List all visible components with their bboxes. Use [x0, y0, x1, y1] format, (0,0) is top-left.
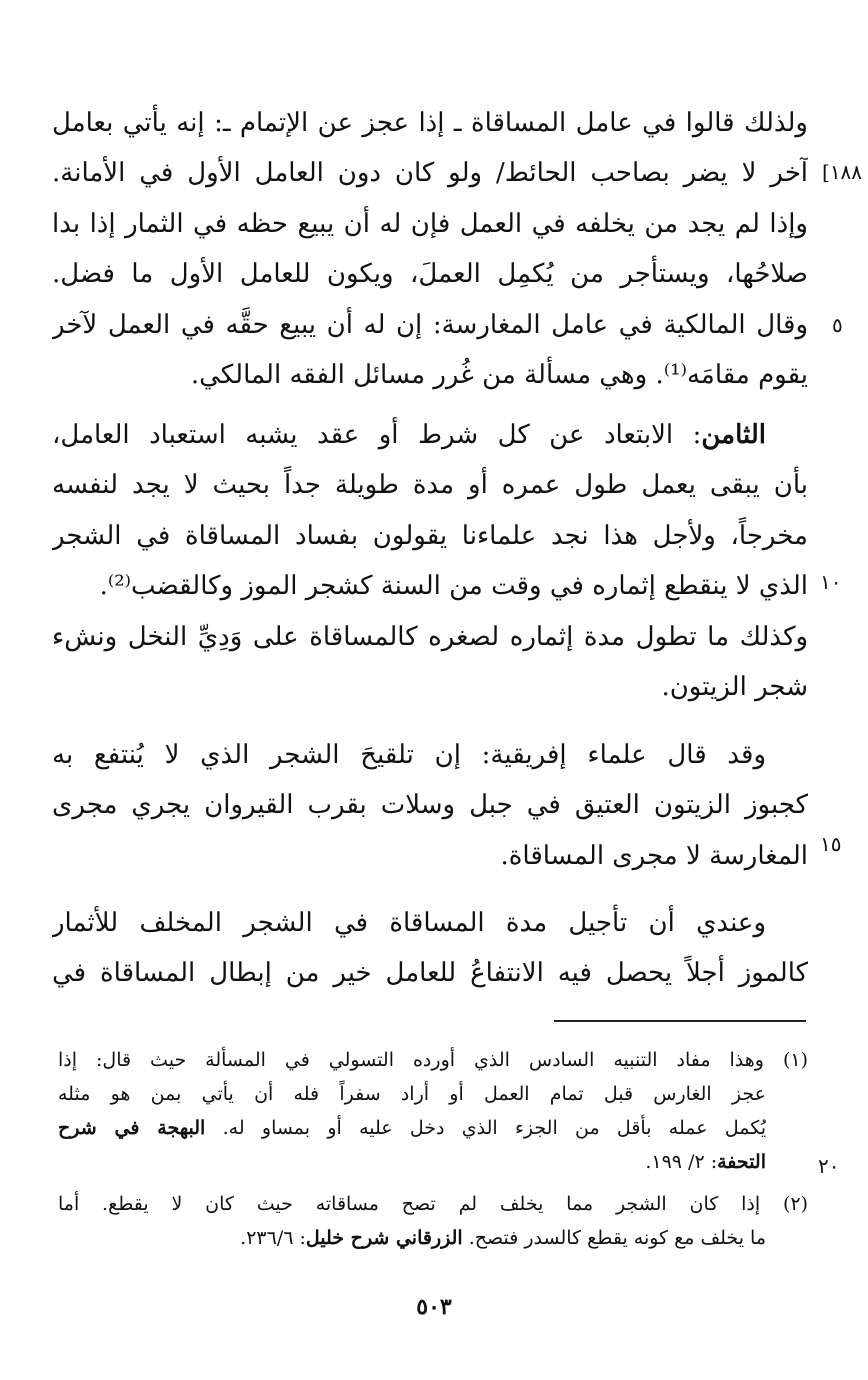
margin-line-number-10: ١٠ [820, 570, 842, 594]
margin-line-number-20: ٢٠ [818, 1154, 840, 1178]
text-line: شجر الزيتون. [661, 671, 808, 702]
footnote-1-source-end: التحفة [717, 1151, 766, 1173]
text-line: كالموز أجلاً يحصل فيه الانتفاعُ للعامل خير من إبطال المساقاة في [52, 958, 808, 989]
text-line: ولذلك قالوا في عامل المساقاة ـ إذا عجز عن الإتمام ـ: إنه يأتي بعامل [52, 108, 808, 138]
footnote-1-line [58, 1111, 808, 1145]
text-run: ما يخلف مع كونه يقطع كالسدر فتصح. [468, 1227, 766, 1249]
page-number: ٥٠٣ [416, 1294, 452, 1320]
text-line: وقد قال علماء إفريقية: إن تلقيحَ الشجر الذي لا يُنتفع به [52, 740, 766, 770]
margin-page-reference: [١٨٨ [822, 160, 863, 184]
paragraph-3 [52, 730, 808, 881]
text-run: : الابتعاد عن كل شرط أو عقد يشبه استعباد العامل، [52, 420, 702, 450]
margin-line-number-15: ١٥ [820, 832, 842, 856]
footnote-1-line [58, 1145, 808, 1179]
text-line: وإذا لم يجد من يخلفه في العمل فإن له أن يبيع حظه في الثمار إذا بدا [52, 208, 808, 239]
text-line: مخرجاً، ولأجل هذا نجد علماءنا يقولون بفساد المساقاة في الشجر [52, 520, 808, 551]
footnote-1-line: (١) وهذا مفاد التنبيه السادس الذي أورده التسولي في المسألة حيث قال: إذا [58, 1049, 808, 1071]
text-line: يقوم مقامَه⁽¹⁾. وهي مسألة من غُرر مسائل الفقه المالكي. [190, 359, 808, 390]
footnote-2-reference: : ٢٣٦/٦. [240, 1227, 306, 1249]
text-run: يُكمل عمله بأقل من الجزء الذي دخل عليه أو بمساو له. [222, 1117, 766, 1139]
footnote-2-line [58, 1221, 808, 1255]
paragraph-2 [52, 410, 808, 712]
text-line: وعندي أن تأجيل مدة المساقاة في الشجر المخلف للأثمار [52, 908, 766, 938]
text-line: وقال المالكية في عامل المغارسة: إن له أن يبيع حقَّه في العمل لآخر [52, 309, 808, 340]
footnote-2-source: الزرقاني شرح خليل [305, 1227, 463, 1249]
text-line: وكذلك ما تطول مدة إثماره لصغره كالمساقاة على وَدِيِّ النخل ونشء [52, 621, 808, 652]
footnote-2-line: (٢) إذا كان الشجر مما يخلف لم تصح مساقاته حيث كان لا يقطع. أما [58, 1193, 808, 1215]
text-line [52, 410, 808, 460]
footnote-1-source: البهجة في شرح [58, 1117, 206, 1139]
text-line: الذي لا ينقطع إثماره في وقت من السنة كشجر الموز وكالقضب⁽²⁾. [99, 571, 808, 602]
text-line: بأن يبقى يعمل طول عمره أو مدة طويلة جداً بحيث لا يجد لنفسه [52, 470, 808, 501]
footnote-1-line: عجز الغارس قبل تمام العمل أو أراد سفراً فله أن يأتي بمن هو مثله [58, 1083, 766, 1105]
text-line: آخر لا يضر بصاحب الحائط/ ولو كان دون العامل الأول في الأمانة. [52, 158, 808, 189]
footnotes [58, 1043, 808, 1255]
footnote-separator [554, 1020, 806, 1022]
paragraph-4 [52, 898, 808, 999]
paragraph-1 [52, 98, 808, 400]
text-line: المغارسة لا مجرى المساقاة. [500, 840, 808, 871]
text-line: كجبوز الزيتون العتيق في جبل وسلات بقرب القيروان يجري مجرى [52, 790, 808, 821]
footnote-1-reference: : ٢/ ١٩٩. [645, 1151, 718, 1173]
section-heading-eighth: الثامن [701, 420, 766, 450]
margin-line-number-5: ٥ [832, 313, 843, 337]
text-line: صلاحُها، ويستأجر من يُكمِل العملَ، ويكون للعامل الأول ما فضل. [52, 259, 808, 290]
